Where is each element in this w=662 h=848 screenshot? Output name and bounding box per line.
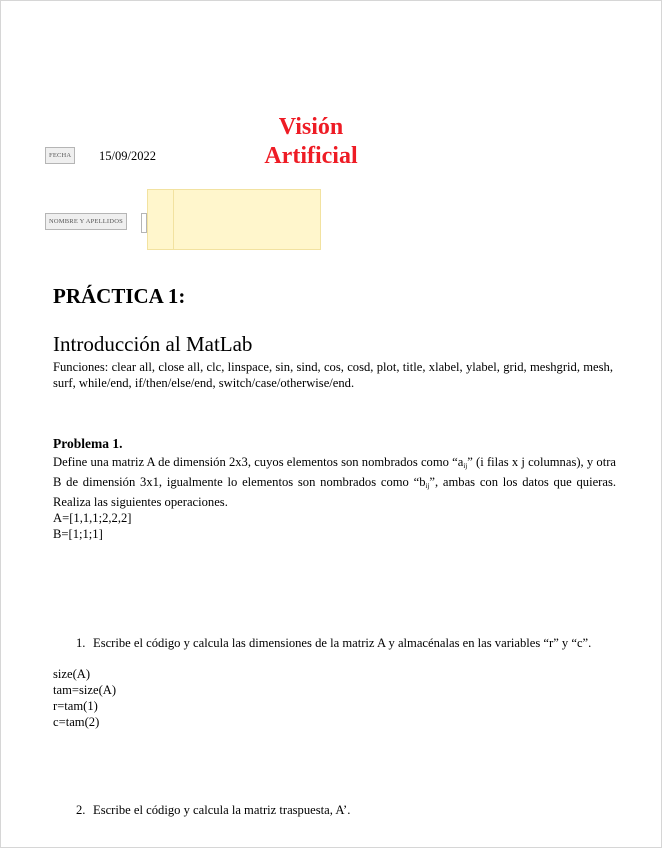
item2-text: Escribe el código y calcula la matriz traspuesta, A’. [93,803,351,817]
nombre-label: NOMBRE Y APELLIDOS [45,213,127,230]
problem-text-part3: ”, ambas con los datos que quieras. Realiza las siguientes operaciones. [53,475,616,509]
fecha-value: 15/09/2022 [99,149,156,163]
functions-text: Funciones: clear all, close all, clc, linspace, sin, sind, cos, cosd, plot, title, xlabel, ylabel, grid, meshgrid, mesh, surf, while/end, if/then/else/end, switch/case/otherwise/end. [53,360,613,390]
matrix-b-def: B=[1;1;1] [53,527,103,541]
matrix-a-def: A=[1,1,1;2,2,2] [53,511,132,525]
section-title: Introducción al MatLab [53,332,253,356]
nombre-input-box[interactable] [147,189,321,250]
code-line: tam=size(A) [53,683,117,697]
item1-text: Escribe el código y calcula las dimensiones de la matriz A y almacénalas en las variables “r” y “c”. [93,636,592,650]
fecha-label: FECHA [45,147,75,164]
problem-text-part2: ” (i filas x j columnas), y otra B de dimensión 3x1, igualmente lo elementos son nombrados como “b [53,455,616,489]
practice-title: PRÁCTICA 1: [53,284,186,308]
code-line: c=tam(2) [53,715,100,729]
box-divider [173,190,174,249]
sub-b: ij [425,482,430,490]
title-line-1: Visión [278,114,344,140]
code-line: size(A) [53,667,91,681]
problem-text-part1: Define una matriz A de dimensión 2x3, cuyos elementos son nombrados como “a [53,455,464,469]
problem-heading: Problema 1. [53,436,123,451]
document-title [241,113,381,171]
code-line: r=tam(1) [53,699,98,713]
title-line-2: Artificial [264,143,358,169]
problem-text [53,454,616,510]
item2-number: 2. [76,803,86,817]
sub-a: ij [463,462,468,470]
item1-number: 1. [76,636,86,650]
